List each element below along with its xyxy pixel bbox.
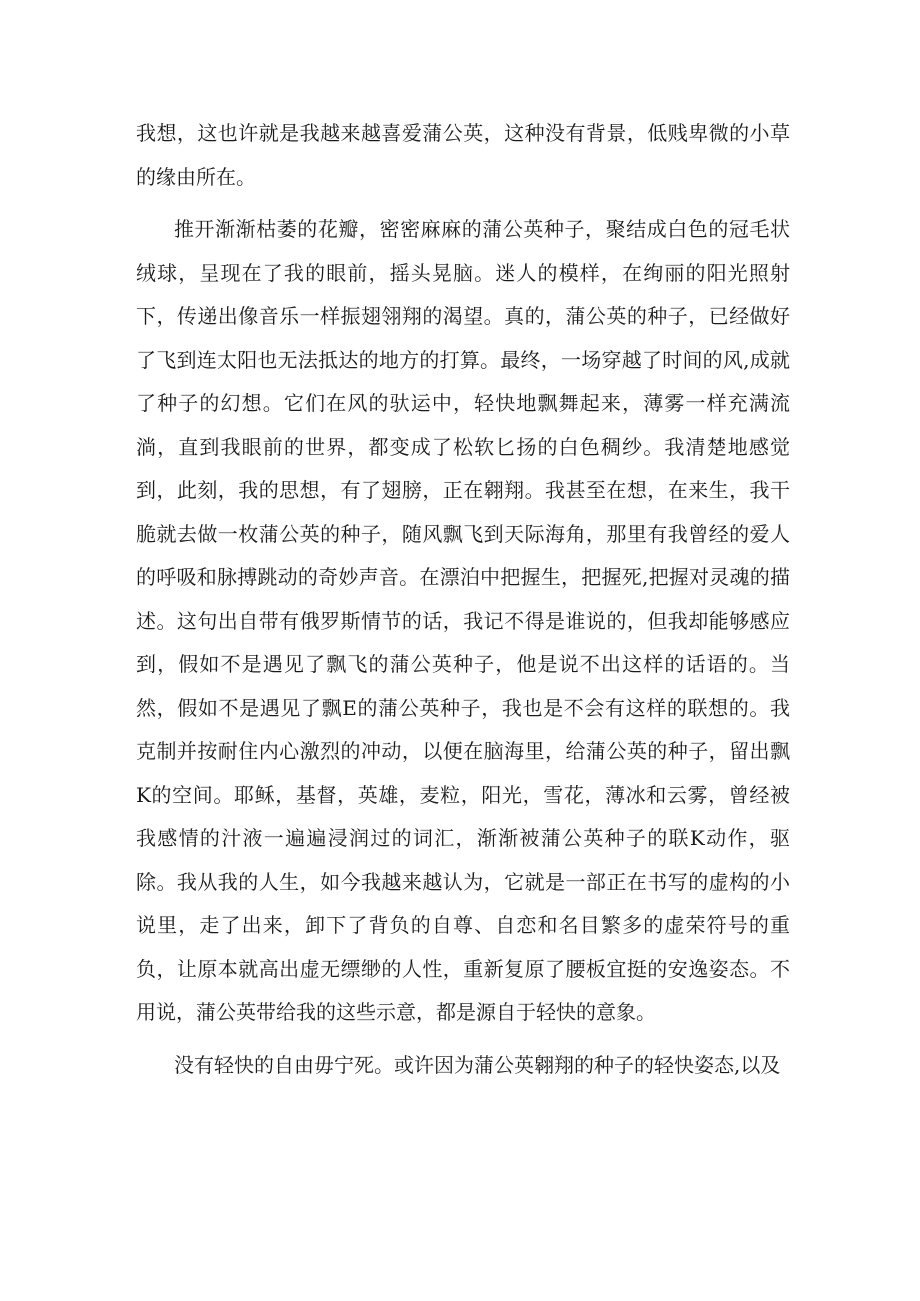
paragraph-2: 推开渐渐枯萎的花瓣，密密麻麻的蒲公英种子，聚结成白色的冠毛状绒球，呈现在了我的眼前，摇头晃脑。迷人的模样，在绚丽的阳光照射下，传递出像音乐一样振翅翎翔的渴望。真的，蒲公英的种子，已经做好了飞到连太阳也无法抵达的地方的打算。最终，一场穿越了时间的风,成就了种子的幻想。它们在风的驮运中，轻快地飘舞起来，薄雾一样充满流淌，直到我眼前的世界，都变成了松软匕扬的白色稠纱。我清楚地感觉到，此刻，我的思想，有了翅膀，正在翱翔。我甚至在想，在来生，我干脆就去做一枚蒲公英的种子，随风飘飞到天际海角，那里有我曾经的爱人的呼吸和脉搏跳动的奇妙声音。在漂泊中把握生，把握死,把握对灵魂的描述。这句出自带有俄罗斯情节的话，我记不得是谁说的，但我却能够感应到，假如不是遇见了飘飞的蒲公英种子，他是说不出这样的话语的。当然，假如不是遇见了飘E的蒲公英种子，我也是不会有这样的联想的。我克制并按耐住内心激烈的冲动，以便在脑海里，给蒲公英的种子，留出飘K的空间。耶稣，基督，英雄，麦粒，阳光，雪花，薄冰和云雾，曾经被我感情的汁液一遍遍浸润过的词汇，渐渐被蒲公英种子的联K动作，驱除。我从我的人生，如今我越来越认为，它就是一部正在书写的虚构的小说里，走了出来，卸下了背负的自尊、自恋和名目繁多的虚荣符号的重负，让原本就高出虚无缥缈的人性，重新复原了腰板宜挺的安逸姿态。不用说，蒲公英带给我的这些示意，都是源自于轻快的意象。 — [136, 217, 790, 1024]
paragraph-1: 我想，这也许就是我越来越喜爱蒲公英，这种没有背景，低贱卑微的小草的缘由所在。 — [136, 121, 790, 189]
document-body — [136, 112, 790, 1096]
paragraph-3: 没有轻快的自由毋宁死。或许因为蒲公英翱翔的种子的轻快姿态,以及 — [174, 1052, 781, 1077]
